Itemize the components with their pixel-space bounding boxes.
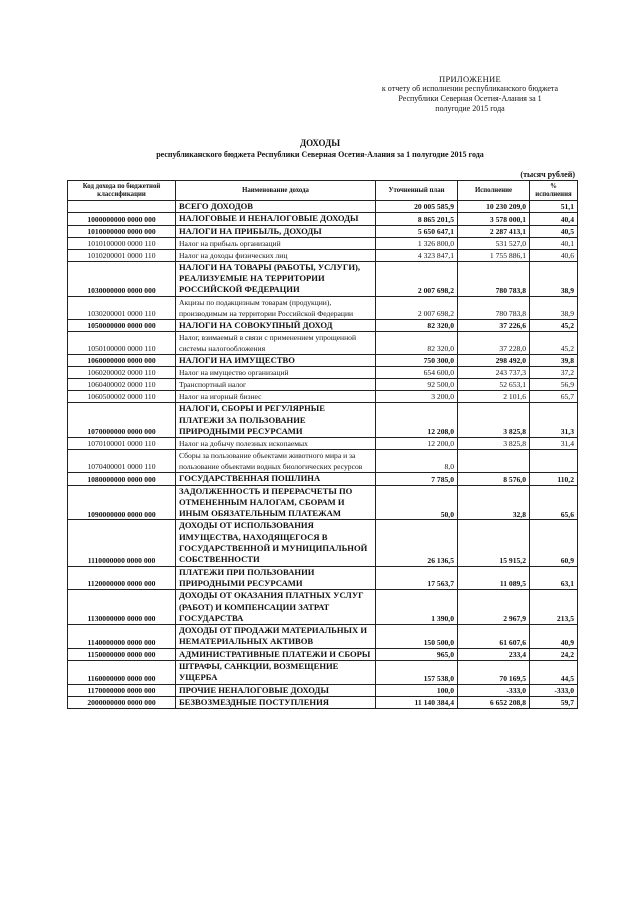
cell-plan: 82 320,0 [376, 332, 458, 355]
cell-execution: 2 287 413,1 [458, 225, 530, 237]
cell-percent: 56,9 [530, 379, 578, 391]
cell-plan: 17 563,7 [376, 566, 458, 590]
cell-name: Налог на игорный бизнес [176, 391, 376, 403]
table-row [68, 450, 578, 473]
table-row [68, 367, 578, 379]
table-row [68, 237, 578, 249]
cell-percent: 45,2 [530, 332, 578, 355]
units-label: (тысяч рублей) [520, 170, 575, 179]
cell-percent: 40,1 [530, 237, 578, 249]
table-row [68, 566, 578, 590]
cell-execution: 15 915,2 [458, 520, 530, 566]
cell-code: 1030200001 0000 110 [68, 296, 176, 319]
cell-execution [458, 450, 530, 473]
table-row [68, 296, 578, 319]
cell-name: ДОХОДЫ ОТ ОКАЗАНИЯ ПЛАТНЫХ УСЛУГ (РАБОТ) И КОМПЕНСАЦИИ ЗАТРАТ ГОСУДАРСТВА [176, 590, 376, 625]
cell-name: НАЛОГИ НА ПРИБЫЛЬ, ДОХОДЫ [176, 225, 376, 237]
table-row [68, 201, 578, 213]
cell-code [68, 201, 176, 213]
cell-name: ДОХОДЫ ОТ ИСПОЛЬЗОВАНИЯ ИМУЩЕСТВА, НАХОДЯЩЕГОСЯ В ГОСУДАРСТВЕННОЙ И МУНИЦИПАЛЬНОЙ СОБСТВЕННОСТИ [176, 520, 376, 566]
cell-execution: 233,4 [458, 648, 530, 660]
cell-percent: 37,2 [530, 367, 578, 379]
cell-code: 1050000000 0000 000 [68, 319, 176, 331]
table-row [68, 391, 578, 403]
cell-code: 1130000000 0000 000 [68, 590, 176, 625]
cell-code: 1060000000 0000 000 [68, 355, 176, 367]
cell-name: НАЛОГИ НА ИМУЩЕСТВО [176, 355, 376, 367]
cell-code: 1030000000 0000 000 [68, 261, 176, 296]
table-row [68, 473, 578, 485]
appendix-line: к отчету об исполнении республиканского бюджета [381, 84, 559, 93]
cell-code: 1010100000 0000 110 [68, 237, 176, 249]
table-row [68, 438, 578, 450]
cell-percent: 38,9 [530, 296, 578, 319]
cell-code: 1140000000 0000 000 [68, 625, 176, 649]
table-body [68, 201, 578, 709]
cell-code: 1070100001 0000 110 [68, 438, 176, 450]
cell-name: БЕЗВОЗМЕЗДНЫЕ ПОСТУПЛЕНИЯ [176, 696, 376, 708]
cell-code: 1070000000 0000 000 [68, 403, 176, 438]
cell-execution: 37 226,6 [458, 319, 530, 331]
cell-percent: 40,6 [530, 249, 578, 261]
cell-execution: 531 527,0 [458, 237, 530, 249]
cell-percent: 24,2 [530, 648, 578, 660]
cell-percent [530, 450, 578, 473]
document-title: ДОХОДЫ [299, 138, 341, 148]
document-subtitle: республиканского бюджета Республики Северная Осетия-Алания за 1 полугодие 2015 года [156, 150, 484, 159]
cell-name: ШТРАФЫ, САНКЦИИ, ВОЗМЕЩЕНИЕ УЩЕРБА [176, 661, 376, 685]
cell-percent: 38,9 [530, 261, 578, 296]
table-row [68, 213, 578, 225]
cell-execution: 3 825,8 [458, 403, 530, 438]
table-row [68, 249, 578, 261]
cell-plan: 2 007 698,2 [376, 261, 458, 296]
column-header-plan: Уточненный план [376, 181, 458, 201]
cell-execution: 3 578 000,1 [458, 213, 530, 225]
cell-name: ГОСУДАРСТВЕННАЯ ПОШЛИНА [176, 473, 376, 485]
cell-plan: 3 200,0 [376, 391, 458, 403]
cell-name: Налог на прибыль организаций [176, 237, 376, 249]
cell-plan: 150 500,0 [376, 625, 458, 649]
cell-plan: 8 865 201,5 [376, 213, 458, 225]
cell-plan: 8,0 [376, 450, 458, 473]
cell-code: 1010200001 0000 110 [68, 249, 176, 261]
table-row [68, 332, 578, 355]
cell-percent: 40,4 [530, 213, 578, 225]
cell-percent: 40,9 [530, 625, 578, 649]
cell-execution: 37 228,0 [458, 332, 530, 355]
cell-percent: 63,1 [530, 566, 578, 590]
cell-name: Налог на добычу полезных ископаемых [176, 438, 376, 450]
cell-name: Налог, взимаемый в связи с применением упрощенной системы налогообложения [176, 332, 376, 355]
cell-plan: 50,0 [376, 485, 458, 520]
cell-percent: 44,5 [530, 661, 578, 685]
cell-plan: 1 390,0 [376, 590, 458, 625]
cell-percent: 51,1 [530, 201, 578, 213]
cell-execution: 52 653,1 [458, 379, 530, 391]
cell-plan: 1 326 800,0 [376, 237, 458, 249]
cell-code: 1120000000 0000 000 [68, 566, 176, 590]
appendix-line: Республики Северная Осетия-Алания за 1 [398, 94, 542, 103]
table-header-row [68, 181, 578, 201]
cell-plan: 965,0 [376, 648, 458, 660]
cell-plan: 82 320,0 [376, 319, 458, 331]
cell-percent: 39,8 [530, 355, 578, 367]
cell-plan: 100,0 [376, 684, 458, 696]
cell-name: Налог на доходы физических лиц [176, 249, 376, 261]
cell-code: 1060500002 0000 110 [68, 391, 176, 403]
cell-plan: 2 007 698,2 [376, 296, 458, 319]
cell-code: 1010000000 0000 000 [68, 225, 176, 237]
cell-code: 1110000000 0000 000 [68, 520, 176, 566]
cell-code: 1150000000 0000 000 [68, 648, 176, 660]
cell-name: ПРОЧИЕ НЕНАЛОГОВЫЕ ДОХОДЫ [176, 684, 376, 696]
cell-execution: 2 101,6 [458, 391, 530, 403]
cell-percent: 59,7 [530, 696, 578, 708]
cell-percent: 65,6 [530, 485, 578, 520]
table-row [68, 625, 578, 649]
column-header-percent: % исполнения [530, 181, 578, 201]
table-row [68, 355, 578, 367]
table-row [68, 684, 578, 696]
cell-execution: 70 169,5 [458, 661, 530, 685]
cell-code: 1170000000 0000 000 [68, 684, 176, 696]
table-row [68, 696, 578, 708]
cell-execution: 3 825,8 [458, 438, 530, 450]
cell-name: НАЛОГИ, СБОРЫ И РЕГУЛЯРНЫЕ ПЛАТЕЖИ ЗА ПОЛЬЗОВАНИЕ ПРИРОДНЫМИ РЕСУРСАМИ [176, 403, 376, 438]
cell-code: 1050100000 0000 110 [68, 332, 176, 355]
cell-name: Сборы за пользование объектами животного мира и за пользование объектами водных биологических ресурсов [176, 450, 376, 473]
cell-execution: 298 492,0 [458, 355, 530, 367]
cell-execution: 2 967,9 [458, 590, 530, 625]
cell-plan: 92 500,0 [376, 379, 458, 391]
table-row [68, 403, 578, 438]
column-header-name: Наименование дохода [176, 181, 376, 201]
table-row [68, 648, 578, 660]
cell-execution: 1 755 886,1 [458, 249, 530, 261]
table-row [68, 261, 578, 296]
cell-plan: 20 005 585,9 [376, 201, 458, 213]
cell-plan: 654 600,0 [376, 367, 458, 379]
cell-plan: 157 538,0 [376, 661, 458, 685]
cell-percent: 65,7 [530, 391, 578, 403]
cell-percent: 40,5 [530, 225, 578, 237]
cell-execution: 61 607,6 [458, 625, 530, 649]
cell-percent: 60,9 [530, 520, 578, 566]
cell-code: 2000000000 0000 000 [68, 696, 176, 708]
cell-execution: -333,0 [458, 684, 530, 696]
table-row [68, 225, 578, 237]
cell-name: АДМИНИСТРАТИВНЫЕ ПЛАТЕЖИ И СБОРЫ [176, 648, 376, 660]
cell-execution: 10 230 209,0 [458, 201, 530, 213]
cell-percent: -333,0 [530, 684, 578, 696]
cell-plan: 12 208,0 [376, 403, 458, 438]
cell-name: Транспортный налог [176, 379, 376, 391]
cell-code: 1090000000 0000 000 [68, 485, 176, 520]
cell-percent: 110,2 [530, 473, 578, 485]
document-heading [0, 138, 640, 160]
table-row [68, 379, 578, 391]
cell-code: 1060400002 0000 110 [68, 379, 176, 391]
cell-plan: 26 136,5 [376, 520, 458, 566]
cell-name: НАЛОГОВЫЕ И НЕНАЛОГОВЫЕ ДОХОДЫ [176, 213, 376, 225]
table-row [68, 485, 578, 520]
cell-code: 1060200002 0000 110 [68, 367, 176, 379]
cell-execution: 11 089,5 [458, 566, 530, 590]
cell-percent: 31,4 [530, 438, 578, 450]
table-row [68, 661, 578, 685]
cell-execution: 8 576,0 [458, 473, 530, 485]
cell-code: 1080000000 0000 000 [68, 473, 176, 485]
cell-name: Налог на имущество организаций [176, 367, 376, 379]
cell-code: 1160000000 0000 000 [68, 661, 176, 685]
cell-code: 1000000000 0000 000 [68, 213, 176, 225]
cell-percent: 213,5 [530, 590, 578, 625]
cell-name: Акцизы по подакцизным товарам (продукции), производимым на территории Российской Федерации [176, 296, 376, 319]
cell-percent: 45,2 [530, 319, 578, 331]
appendix-title: ПРИЛОЖЕНИЕ [439, 74, 501, 84]
cell-name: ВСЕГО ДОХОДОВ [176, 201, 376, 213]
cell-name: ДОХОДЫ ОТ ПРОДАЖИ МАТЕРИАЛЬНЫХ И НЕМАТЕРИАЛЬНЫХ АКТИВОВ [176, 625, 376, 649]
cell-plan: 750 300,0 [376, 355, 458, 367]
cell-execution: 243 737,3 [458, 367, 530, 379]
cell-name: НАЛОГИ НА ТОВАРЫ (РАБОТЫ, УСЛУГИ), РЕАЛИЗУЕМЫЕ НА ТЕРРИТОРИИ РОССИЙСКОЙ ФЕДЕРАЦИИ [176, 261, 376, 296]
table-row [68, 520, 578, 566]
cell-execution: 32,8 [458, 485, 530, 520]
cell-name: ПЛАТЕЖИ ПРИ ПОЛЬЗОВАНИИ ПРИРОДНЫМИ РЕСУРСАМИ [176, 566, 376, 590]
table-row [68, 319, 578, 331]
cell-name: ЗАДОЛЖЕННОСТЬ И ПЕРЕРАСЧЕТЫ ПО ОТМЕНЕННЫМ НАЛОГАМ, СБОРАМ И ИНЫМ ОБЯЗАТЕЛЬНЫМ ПЛАТЕЖАМ [176, 485, 376, 520]
cell-code: 1070400001 0000 110 [68, 450, 176, 473]
cell-plan: 4 323 847,1 [376, 249, 458, 261]
cell-execution: 780 783,8 [458, 261, 530, 296]
table-row [68, 590, 578, 625]
cell-plan: 11 140 384,4 [376, 696, 458, 708]
cell-execution: 6 652 208,8 [458, 696, 530, 708]
cell-execution: 780 783,8 [458, 296, 530, 319]
cell-name: НАЛОГИ НА СОВОКУПНЫЙ ДОХОД [176, 319, 376, 331]
revenue-table [67, 180, 578, 709]
cell-plan: 7 785,0 [376, 473, 458, 485]
cell-plan: 12 200,0 [376, 438, 458, 450]
cell-plan: 5 650 647,1 [376, 225, 458, 237]
cell-percent: 31,3 [530, 403, 578, 438]
appendix-block [370, 74, 570, 114]
column-header-execution: Исполнение [458, 181, 530, 201]
appendix-line: полугодие 2015 года [435, 104, 505, 113]
column-header-code: Код дохода по бюджетной классификации [68, 181, 176, 201]
